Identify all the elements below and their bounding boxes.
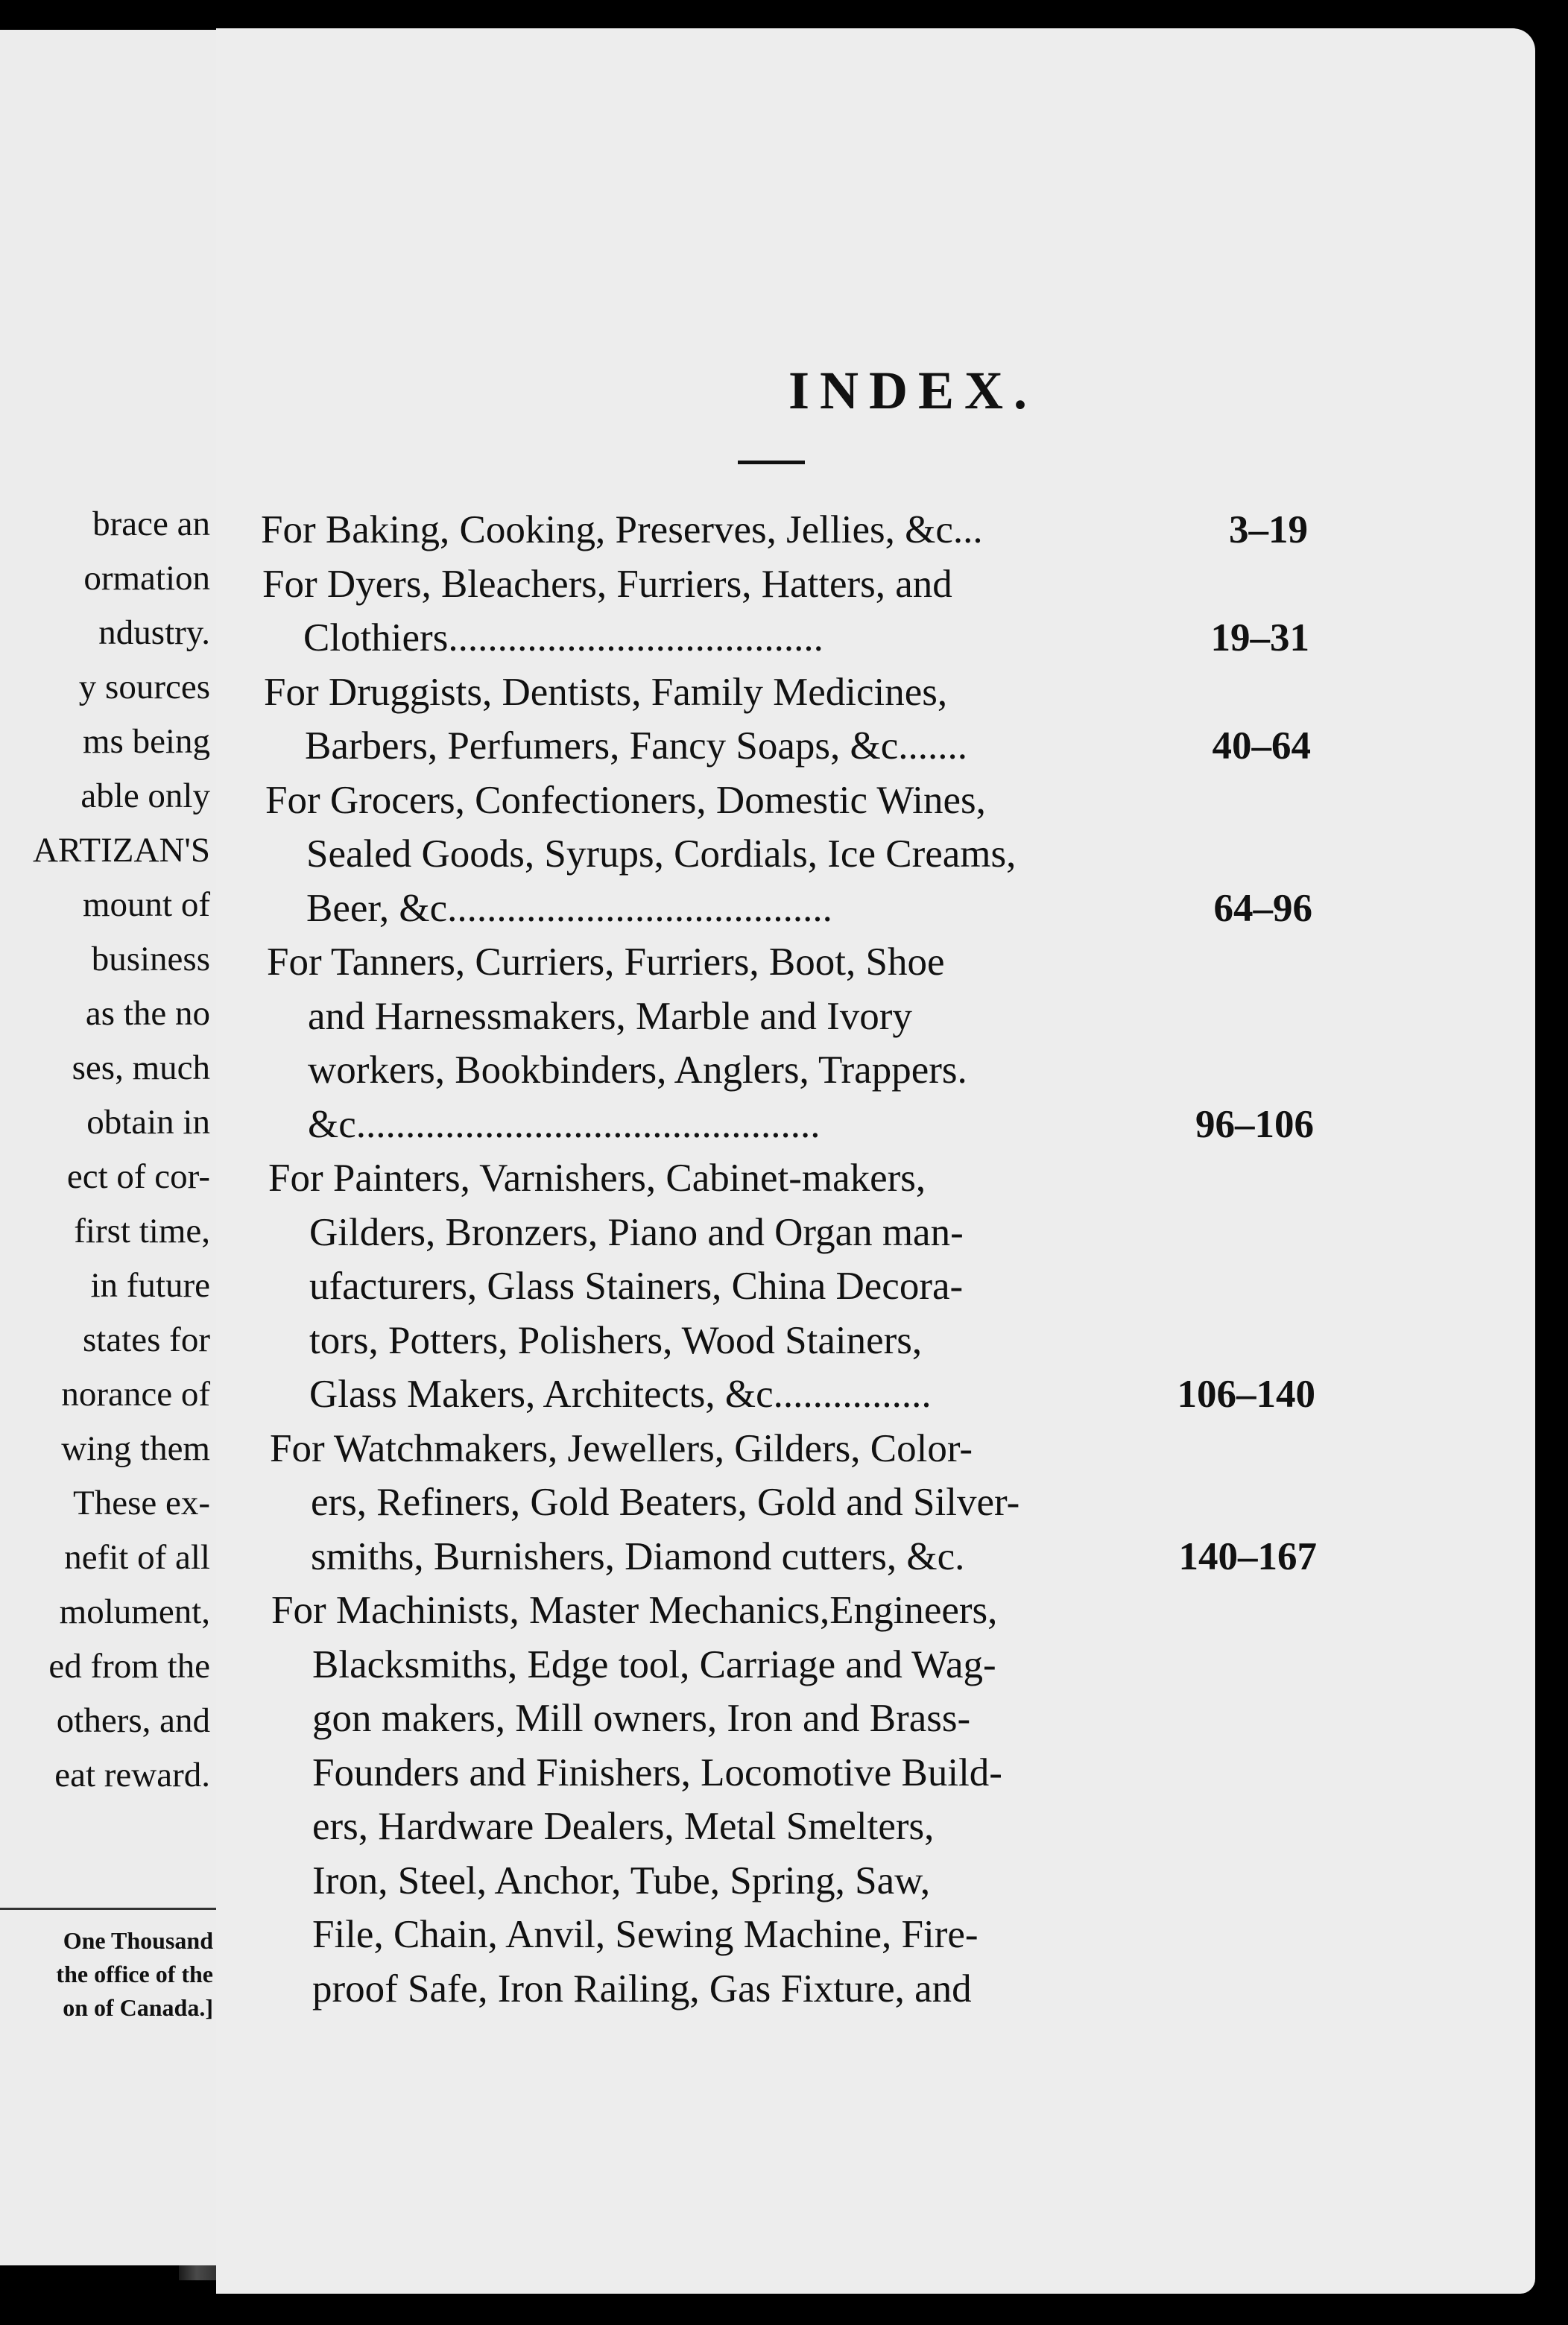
left-page-line: molument, — [59, 1592, 210, 1631]
index-entry-line: and Harnessmakers, Marble and Ivory — [308, 994, 912, 1038]
index-page-range: 140–167 — [1178, 1534, 1317, 1578]
index-page — [216, 28, 1535, 2294]
left-page-line: as the no — [85, 994, 210, 1033]
index-entry-line: File, Chain, Anvil, Sewing Machine, Fire- — [312, 1913, 979, 1956]
index-entry-line: Clothiers...................................... — [303, 616, 823, 659]
footnote-rule — [0, 1908, 221, 1910]
index-entry-line: Sealed Goods, Syrups, Cordials, Ice Creams, — [306, 832, 1017, 876]
index-page-range: 96–106 — [1195, 1102, 1314, 1146]
left-page-line: ect of cor- — [66, 1157, 210, 1196]
left-page-line: states for — [83, 1320, 210, 1359]
index-entry-line: Founders and Finishers, Locomotive Build- — [312, 1750, 1002, 1794]
left-page-line: norance of — [61, 1375, 210, 1414]
index-entry-line: Iron, Steel, Anchor, Tube, Spring, Saw, — [312, 1859, 931, 1902]
left-page-line: wing them — [61, 1429, 210, 1468]
left-page-line: nefit of all — [64, 1538, 210, 1577]
left-page-line: others, and — [56, 1701, 210, 1740]
index-entry-line: For Dyers, Bleachers, Furriers, Hatters, and — [262, 562, 952, 606]
index-entry-line: Glass Makers, Architects, &c................ — [309, 1373, 932, 1416]
index-entry-line: For Tanners, Curriers, Furriers, Boot, Shoe — [267, 940, 945, 984]
index-entry-line: &c............................................... — [308, 1102, 821, 1146]
left-page-footnote-line: on of Canada.] — [63, 1994, 213, 2021]
left-page-line: eat reward. — [54, 1756, 210, 1794]
index-page-range: 40–64 — [1212, 724, 1311, 768]
index-page-range: 19–31 — [1210, 616, 1309, 659]
left-page-line: ses, much — [72, 1048, 210, 1087]
index-entry-line: workers, Bookbinders, Anglers, Trappers. — [308, 1048, 967, 1092]
left-page-line: obtain in — [86, 1103, 210, 1142]
left-page-line: ndustry. — [98, 613, 210, 652]
left-page-footnote-line: the office of the — [56, 1961, 213, 1987]
index-entry-line: proof Safe, Iron Railing, Gas Fixture, and — [312, 1967, 972, 2011]
index-page-range: 3–19 — [1229, 508, 1308, 551]
index-entry-line: gon makers, Mill owners, Iron and Brass- — [312, 1697, 971, 1740]
left-page-line: first time, — [74, 1212, 210, 1250]
index-entry-line: For Machinists, Master Mechanics,Engineers, — [271, 1589, 998, 1632]
index-entry-line: Beer, &c....................................... — [306, 886, 832, 930]
left-page-line: y sources — [78, 668, 210, 706]
index-page-range: 64–96 — [1213, 886, 1312, 930]
index-entry-line: For Druggists, Dentists, Family Medicines, — [264, 670, 948, 714]
left-page-line: able only — [80, 776, 210, 815]
left-page-line: ARTIZAN'S — [32, 831, 210, 870]
index-entry-line: ers, Refiners, Gold Beaters, Gold and Silver- — [311, 1481, 1020, 1524]
left-page-line: brace an — [92, 504, 210, 543]
index-entry-line: ufacturers, Glass Stainers, China Decora- — [309, 1265, 964, 1308]
index-entry-line: ers, Hardware Dealers, Metal Smelters, — [312, 1805, 935, 1848]
index-entry-line: tors, Potters, Polishers, Wood Stainers, — [309, 1318, 923, 1362]
index-entry-line: For Baking, Cooking, Preserves, Jellies, &c... — [261, 508, 983, 551]
index-entry-line: smiths, Burnishers, Diamond cutters, &c. — [311, 1534, 965, 1578]
left-page-line: ormation — [83, 559, 210, 598]
previous-page-fragment — [0, 30, 221, 2265]
left-page-line: in future — [90, 1266, 210, 1305]
left-page-line: mount of — [82, 885, 210, 924]
index-entry-line: For Grocers, Confectioners, Domestic Wines, — [265, 778, 986, 822]
left-page-footnote-line: One Thousand — [63, 1927, 213, 1954]
left-page-line: ed from the — [48, 1647, 210, 1686]
index-entry-line: Gilders, Bronzers, Piano and Organ man- — [309, 1210, 964, 1254]
left-page-line: ms being — [82, 722, 210, 761]
left-page-line: These ex- — [73, 1484, 210, 1522]
title-rule — [738, 461, 805, 464]
index-entry-line: For Watchmakers, Jewellers, Gilders, Color- — [270, 1426, 973, 1470]
index-entry-line: For Painters, Varnishers, Cabinet-makers, — [268, 1157, 926, 1200]
index-page-range: 106–140 — [1177, 1373, 1315, 1416]
page-title: INDEX. — [788, 361, 1038, 420]
index-entry-line: Blacksmiths, Edge tool, Carriage and Wag- — [312, 1642, 996, 1686]
left-page-line: business — [91, 940, 210, 978]
index-entry-line: Barbers, Perfumers, Fancy Soaps, &c....... — [305, 724, 968, 768]
